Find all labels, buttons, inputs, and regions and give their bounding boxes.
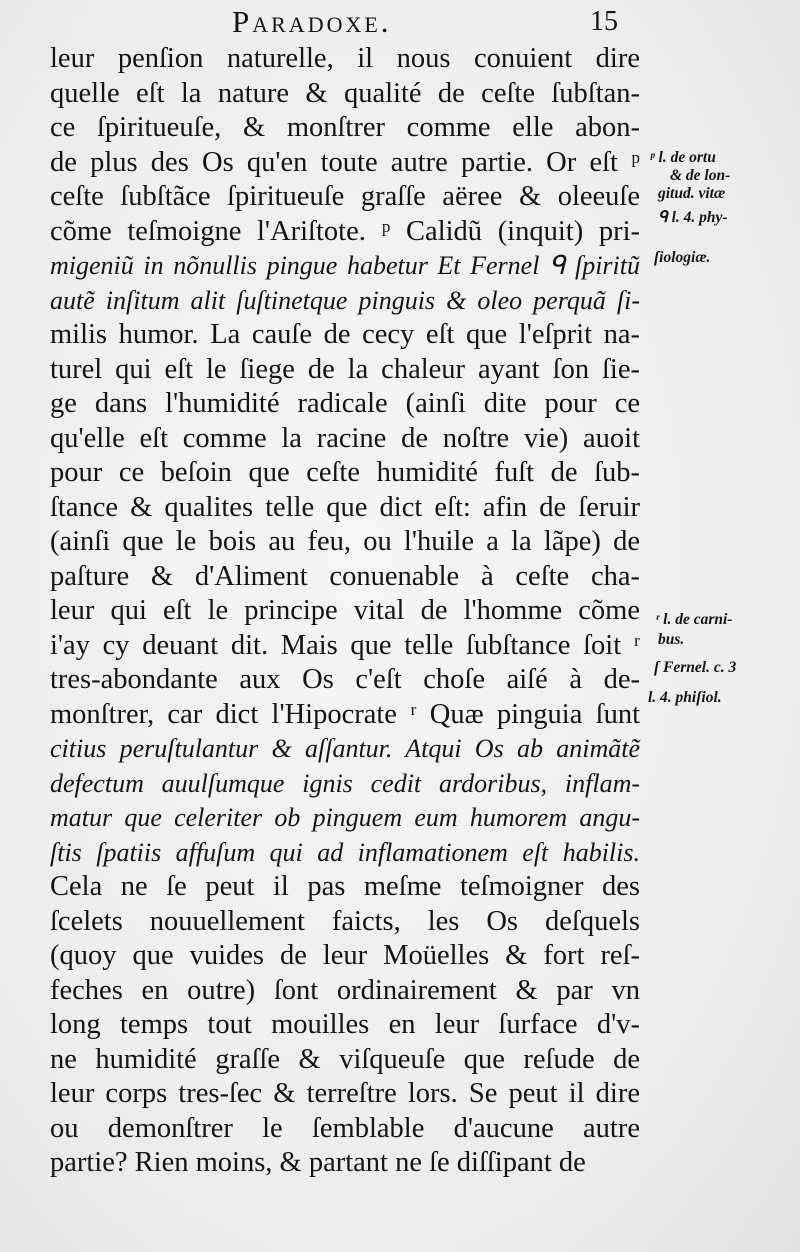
- margin-note: gitud. vitæ: [658, 185, 726, 202]
- body-line: i'ay cy deuant dit. Mais que telle ſubſtance ſoit ʳ: [50, 629, 640, 661]
- margin-note: ſ Fernel. c. 3: [654, 659, 737, 676]
- margin-note: ſiologiæ.: [654, 249, 711, 266]
- body-line: leur penſion naturelle, il nous conuient dire: [50, 43, 640, 74]
- body-line: ſtis ſpatiis affuſum qui ad inflamationem eſt habilis.: [50, 837, 640, 867]
- body-line: Cela ne ſe peut il pas meſme teſmoigner des: [50, 871, 640, 902]
- body-line: quelle eſt la nature & qualité de ceſte ſubſtan-: [50, 77, 640, 109]
- body-line: ne humidité graſſe & viſqueuſe que reſude de: [50, 1043, 640, 1075]
- body-line: feches en outre) ſont ordinairement & par vn: [50, 974, 640, 1006]
- body-line: tres-abondante aux Os c'eſt choſe aiſé à de-: [50, 664, 640, 695]
- running-head: [0, 2, 800, 38]
- body-line: leur corps tres-ſec & terreſtre lors. Se peut il dire: [50, 1078, 640, 1109]
- margin-note: ᑫ l. 4. phy-: [658, 209, 728, 226]
- body-line: migeniũ in nõnullis pingue habetur Et Fernel ᑫ ſpiritũ: [50, 251, 640, 280]
- body-line: ge dans l'humidité radicale (ainſi dite pour ce: [50, 388, 640, 419]
- body-line: qu'elle eſt comme la racine de noſtre vie) auoit: [50, 422, 640, 454]
- body-line: de plus des Os qu'en toute autre partie. Or eſt ᵖ: [50, 146, 640, 178]
- margin-note: ᵖ l. de ortu: [650, 149, 716, 166]
- body-line: autẽ inſitum alit ſuſtinetque pinguis & oleo perquã ſi-: [50, 285, 640, 315]
- body-line: ceſte ſubſtãce ſpiritueuſe graſſe aëree & oleeuſe: [50, 181, 640, 212]
- body-line: defectum auulſumque ignis cedit ardoribus, inflam-: [50, 768, 640, 798]
- body-line: ſcelets nouuellement faicts, les Os deſquels: [50, 905, 640, 937]
- body-line: turel qui eſt le ſiege de la chaleur ayant ſon ſie-: [50, 353, 640, 385]
- running-title: Paradoxe.: [232, 4, 392, 39]
- body-line: paſture & d'Aliment conuenable à ceſte cha-: [50, 560, 640, 592]
- body-line: matur que celeriter ob pinguem eum humorem angu-: [50, 803, 640, 832]
- body-line: (ainſi que le bois au feu, ou l'huile a la lãpe) de: [50, 526, 640, 557]
- body-line: partie? Rien moins, & partant ne ſe diſſipant de: [50, 1147, 586, 1178]
- body-line: pour ce beſoin que ceſte humidité fuſt de ſub-: [50, 457, 640, 488]
- body-line: citius peruſtulantur & aſſantur. Atqui Os ab animãtẽ: [50, 734, 640, 763]
- margin-note: ʳ l. de carni-: [656, 611, 733, 628]
- body-line: (quoy que vuides de leur Moüelles & fort reſ-: [50, 940, 640, 971]
- page-number: 15: [590, 6, 618, 37]
- body-line: ou demonſtrer le ſemblable d'aucune autre: [50, 1112, 640, 1144]
- margin-note: bus.: [658, 631, 685, 648]
- body-line: ſtance & qualites telle que dict eſt: afin de ſeruir: [50, 491, 640, 523]
- body-line: cõme teſmoigne l'Ariſtote. ᵖ Calidũ (inquit) pri-: [50, 215, 640, 247]
- body-line: long temps tout mouilles en leur ſurface d'v-: [50, 1009, 640, 1040]
- margin-note: & de lon-: [670, 167, 731, 184]
- body-line: ce ſpiritueuſe, & monſtrer comme elle abon-: [50, 112, 640, 143]
- body-line: leur qui eſt le principe vital de l'homme cõme: [50, 595, 640, 626]
- body-line: milis humor. La cauſe de cecy eſt que l'eſprit na-: [50, 319, 640, 350]
- body-line: monſtrer, car dict l'Hipocrate ʳ Quæ pinguia ſunt: [50, 698, 640, 730]
- margin-note: l. 4. phiſiol.: [648, 689, 722, 706]
- main-text-block: [50, 42, 640, 1181]
